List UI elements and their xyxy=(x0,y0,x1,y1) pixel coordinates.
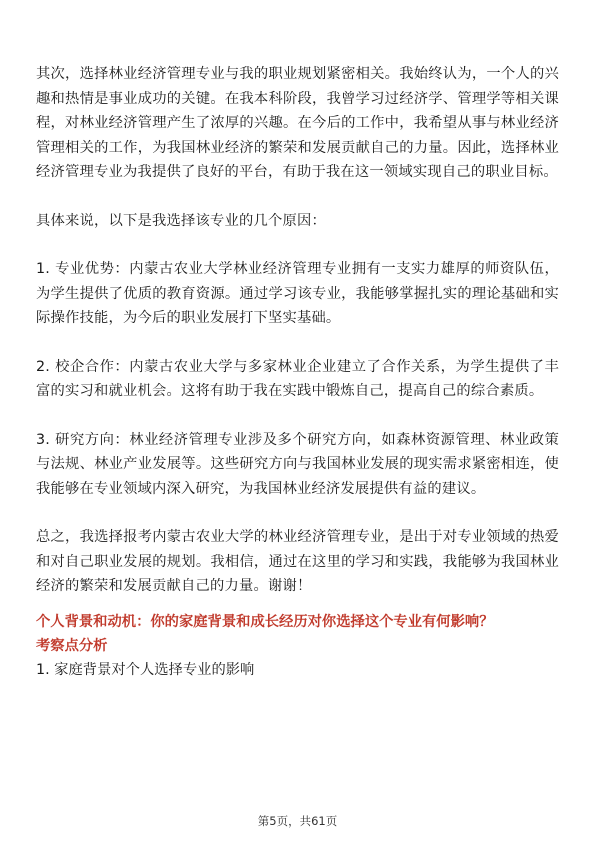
paragraph-reason-2: 2. 校企合作：内蒙古农业大学与多家林业企业建立了合作关系，为学生提供了丰富的实习和就业机会。这将有助于我在实践中锻炼自己，提高自己的综合素质。 xyxy=(36,358,559,399)
page-content xyxy=(36,62,559,681)
paragraph-reason-1: 1. 专业优势：内蒙古农业大学林业经济管理专业拥有一支实力雄厚的师资队伍，为学生提供了优质的教育资源。通过学习该专业，我能够掌握扎实的理论基础和实际操作技能，为今后的职业发展打下坚实基础。 xyxy=(36,261,559,326)
question-heading: 个人背景和动机：你的家庭背景和成长经历对你选择这个专业有何影响？ xyxy=(36,613,494,630)
paragraph-career-planning: 其次，选择林业经济管理专业与我的职业规划紧密相关。我始终认为，一个人的兴趣和热情是事业成功的关键。在我本科阶段，我曾学习过经济学、管理学等相关课程，对林业经济管理产生了浓厚的兴趣。在今后的工作中，我希望从事与林业经济管理相关的工作，为我国林业经济的繁荣和发展贡献自己的力量。因此，选择林业经济管理专业为我提供了良好的平台，有助于我在这一领域实现自己的职业目标。 xyxy=(36,66,559,180)
paragraph-reasons-intro: 具体来说，以下是我选择该专业的几个原因： xyxy=(36,212,326,229)
analysis-item: 1. 家庭背景对个人选择专业的影响 xyxy=(36,661,255,678)
page-number-footer: 第5页，共61页 xyxy=(257,814,338,828)
paragraph-conclusion: 总之，我选择报考内蒙古农业大学的林业经济管理专业，是出于对专业领域的热爱和对自己职业发展的规划。我相信，通过在这里的学习和实践，我能够为我国林业经济的繁荣和发展贡献自己的力量。谢谢！ xyxy=(36,529,559,594)
paragraph-reason-3: 3. 研究方向：林业经济管理专业涉及多个研究方向，如森林资源管理、林业政策与法规、林业产业发展等。这些研究方向与我国林业发展的现实需求紧密相连，使我能够在专业领域内深入研究，为我国林业经济发展提供有益的建议。 xyxy=(36,431,559,497)
analysis-heading: 考察点分析 xyxy=(36,637,108,654)
